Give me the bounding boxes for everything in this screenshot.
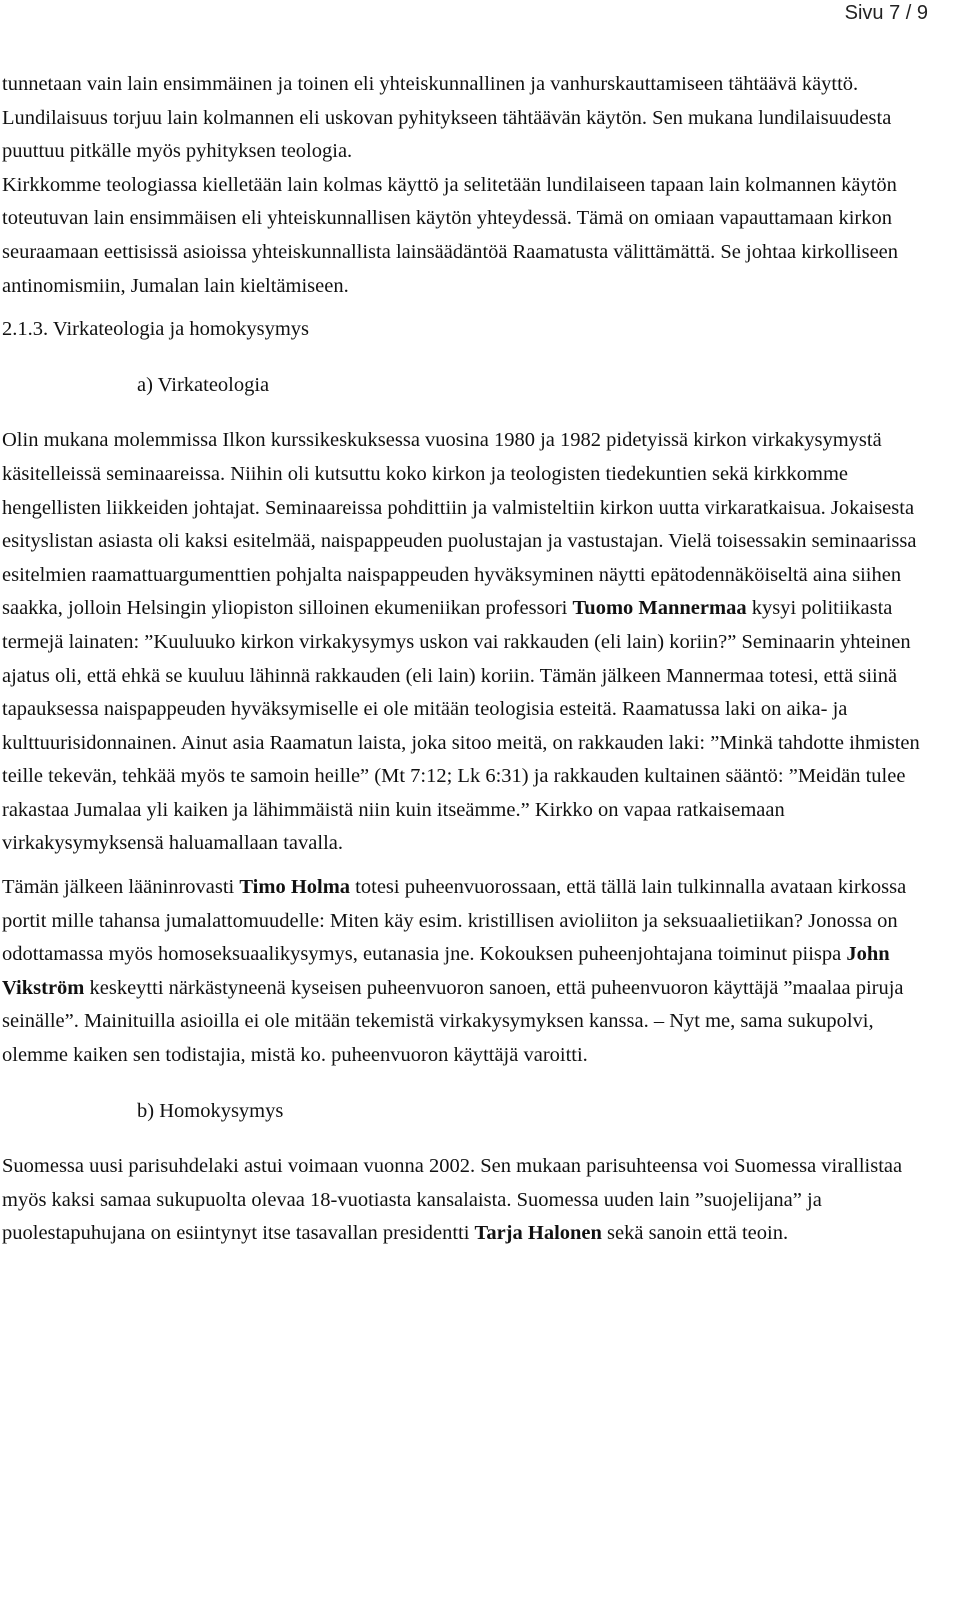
name-mannermaa: Tuomo Mannermaa [572, 597, 747, 620]
virkateologia-paragraph [2, 424, 938, 861]
holma-text-2: totesi puheenvuorossaan, että tällä lain tulkinnalla avataan kirkossa portit mille tahansa jumalattomuudelle: Miten käy esim. kristillisen avioliiton ja seksuaalietiikan? Jonossa on odottamassa myös homoseksuaalikysymys, eutanasia jne. Kokouksen puheenjohtajana toiminut piispa [2, 876, 907, 966]
holma-paragraph [2, 871, 938, 1073]
virkateologia-text-1: Olin mukana molemmissa Ilkon kurssikeskuksessa vuosina 1980 ja 1982 pidetyissä kirkon virkakysymystä käsitelleissä seminaareissa. Niihin oli kutsuttu koko kirkon ja teologisten tiedekuntien sekä kirkkomme hengellisten liikkeiden johtajat. Seminaareissa pohdittiin ja valmisteltiin kirkon uutta virkaratkaisua. Jokaisesta esityslistan asiasta oli kaksi esitelmää, naispappeuden puolustajan ja vastustajan. Vielä toisessakin seminaarissa esitelmien raamattuargumenttien pohjalta naispappeuden hyväksyminen näytti epätodennäköiseltä aina siihen saakka, jolloin Helsingin yliopiston silloinen ekumeniikan professori [2, 429, 917, 620]
document-body [2, 68, 938, 1251]
intro-paragraph-2: Kirkkomme teologiassa kielletään lain kolmas käyttö ja selitetään lundilaiseen tapaan lain kolmannen käytön toteutuvan lain ensimmäisen eli yhteiskunnallisen käytön yhteydessä. Tämä on omiaan vapauttamaan kirkon seuraamaan eettisissä asioissa yhteiskunnallista lainsäädäntöä Raamatusta välittämättä. Se johtaa kirkolliseen antinomismiin, Jumalan lain kieltämiseen. [2, 173, 899, 297]
intro-paragraph-1: tunnetaan vain lain ensimmäinen ja toinen eli yhteiskunnallinen ja vanhurskauttamiseen tähtäävä käyttö. Lundilaisuus torjuu lain kolmannen eli uskovan pyhitykseen tähtäävän käytön. Sen mukana lundilaisuudesta puuttuu pitkälle myös pyhityksen teologia. [2, 73, 892, 163]
page-number: Sivu 7 / 9 [844, 2, 928, 24]
homokysymys-text-1: Suomessa uusi parisuhdelaki astui voimaan vuonna 2002. Sen mukaan parisuhteensa voi Suomessa virallistaa myös kaksi samaa sukupuolta olevaa 18-vuotiasta kansalaista. Suomessa uuden lain ”suojelijana” ja puolestapuhujana on esiintynyt itse tasavallan presidentti [2, 1155, 903, 1245]
holma-text-1: Tämän jälkeen lääninrovasti [2, 876, 240, 899]
name-holma: Timo Holma [239, 876, 351, 899]
virkateologia-text-2: kysyi politiikasta termejä lainaten: ”Kuuluuko kirkon virkakysymys uskon vai rakkauden (eli lain) koriin?” Seminaarin yhteinen ajatus oli, että ehkä se kuuluu lähinnä rakkauden (eli lain) koriin. Tämän jälkeen Mannermaa totesi, että siinä tapauksessa naispappeuden hyväksymiselle ei ole mitään teologisia esteitä. Raamatussa laki on aika- ja kulttuurisidonnainen. Ainut asia Raamatun laista, joka sitoo meitä, on rakkauden laki: ”Minkä tahdotte ihmisten teille tekevän, tehkää myös te samoin heille” (Mt 7:12; Lk 6:31) ja rakkauden kultainen sääntö: ”Meidän tulee rakastaa Jumalaa yli kaiken ja lähimmäistä niin kuin itseämme.” Kirkko on vapaa ratkaisemaan virkakysymyksensä haluamallaan tavalla. [2, 597, 920, 855]
subsection-a-heading: a) Virkateologia [137, 373, 270, 396]
name-vikstrom: John Vikström [2, 943, 890, 999]
homokysymys-text-2: sekä sanoin että teoin. [601, 1222, 789, 1245]
section-heading: 2.1.3. Virkateologia ja homokysymys [2, 318, 309, 341]
name-halonen: Tarja Halonen [474, 1222, 602, 1245]
homokysymys-paragraph [2, 1150, 938, 1251]
holma-text-3: keskeytti närkästyneenä kyseisen puheenvuoron sanoen, että puheenvuoron käyttäjä ”maalaa piruja seinälle”. Mainituilla asioilla ei ole mitään tekemistä virkakysymyksen kanssa. – Nyt me, sama sukupolvi, olemme kaiken sen todistajia, mistä ko. puheenvuoron käyttäjä varoitti. [2, 976, 904, 1067]
subsection-b-heading: b) Homokysymys [137, 1099, 284, 1122]
